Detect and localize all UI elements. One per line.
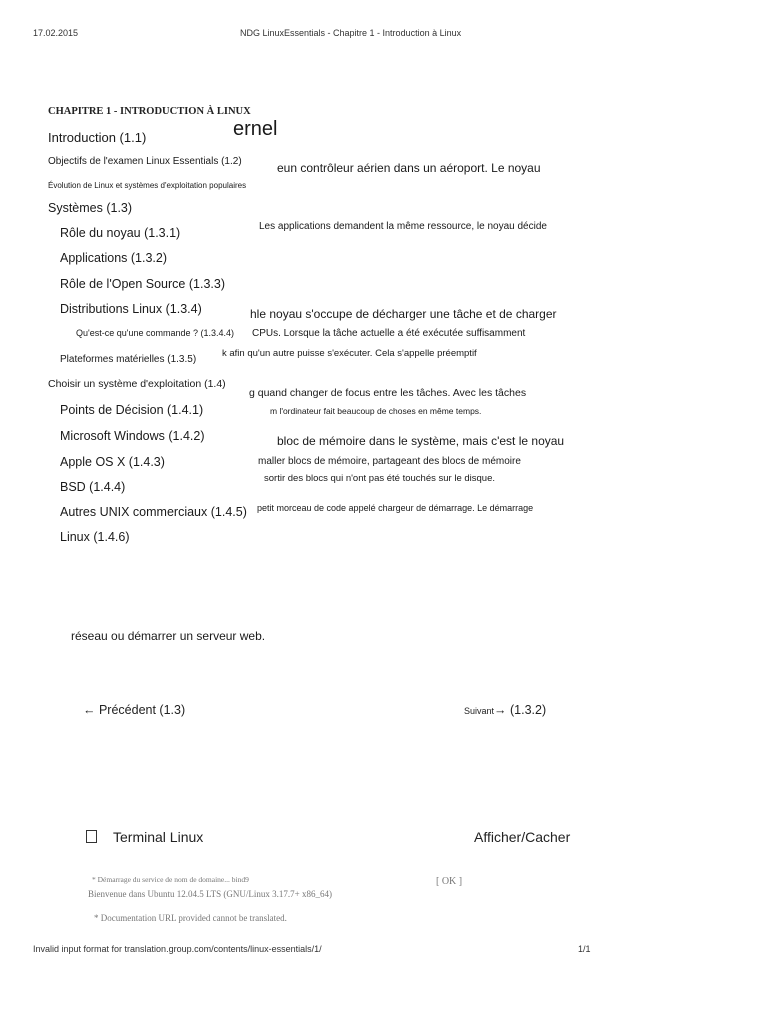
next-link-word: Suivant bbox=[464, 706, 495, 716]
body-text-fragment: m l'ordinateur fait beaucoup de choses en même temps. bbox=[270, 406, 482, 416]
previous-link[interactable]: ← Précédent (1.3) bbox=[83, 703, 186, 717]
body-text-fragment: réseau ou démarrer un serveur web. bbox=[71, 629, 266, 643]
toc-item-osx[interactable]: Apple OS X (1.4.3) bbox=[60, 455, 165, 469]
terminal-line: Bienvenue dans Ubuntu 12.04.5 LTS (GNU/Linux 3.17.7+ x86_64) bbox=[88, 889, 332, 899]
toc-item-unix[interactable]: Autres UNIX commerciaux (1.4.5) bbox=[60, 505, 247, 519]
body-text-fragment: k afin qu'un autre puisse s'exécuter. Cela s'appelle préemptif bbox=[222, 348, 477, 359]
body-text-fragment: bloc de mémoire dans le système, mais c'est le noyau bbox=[277, 434, 565, 448]
body-text-fragment: eun contrôleur aérien dans un aéroport. Le noyau bbox=[277, 161, 541, 175]
toc-item-open-source[interactable]: Rôle de l'Open Source (1.3.3) bbox=[60, 277, 225, 291]
toc-item-decision[interactable]: Points de Décision (1.4.1) bbox=[60, 403, 204, 417]
chapter-title: CHAPITRE 1 - INTRODUCTION À LINUX bbox=[48, 106, 251, 117]
checkbox-icon[interactable] bbox=[86, 830, 97, 843]
toc-item-choose-os[interactable]: Choisir un système d'exploitation (1.4) bbox=[48, 378, 226, 390]
body-text-fragment: sortir des blocs qui n'ont pas été touchés sur le disque. bbox=[264, 473, 496, 484]
body-text-fragment: Les applications demandent la même ressource, le noyau décide bbox=[259, 221, 547, 232]
toc-item-intro[interactable]: Introduction (1.1) bbox=[48, 130, 147, 145]
next-link[interactable] bbox=[464, 703, 546, 717]
show-hide-button[interactable]: Afficher/Cacher bbox=[474, 829, 571, 845]
body-text-fragment: maller blocs de mémoire, partageant des blocs de mémoire bbox=[258, 456, 521, 467]
toc-item-kernel-role[interactable]: Rôle du noyau (1.3.1) bbox=[60, 226, 181, 240]
body-text-fragment: CPUs. Lorsque la tâche actuelle a été exécutée suffisamment bbox=[252, 328, 526, 339]
toc-item-applications[interactable]: Applications (1.3.2) bbox=[60, 251, 168, 265]
footer-url: Invalid input format for translation.group.com/contents/linux-essentials/1/ bbox=[33, 944, 322, 954]
header-title: NDG LinuxEssentials - Chapitre 1 - Introduction à Linux bbox=[240, 28, 462, 38]
terminal-ok-status: [ OK ] bbox=[436, 876, 463, 887]
toc-item-bsd[interactable]: BSD (1.4.4) bbox=[60, 480, 126, 494]
header-date: 17.02.2015 bbox=[33, 28, 79, 38]
terminal-toggle-row[interactable] bbox=[86, 829, 203, 845]
toc-item-hardware[interactable]: Plateformes matérielles (1.3.5) bbox=[60, 354, 197, 365]
next-link-rest: → (1.3.2) bbox=[494, 703, 547, 717]
toc-item-linux[interactable]: Linux (1.4.6) bbox=[60, 530, 130, 544]
toc-item-objectives[interactable]: Objectifs de l'examen Linux Essentials (1.2) bbox=[48, 156, 242, 167]
body-text-fragment: petit morceau de code appelé chargeur de démarrage. Le démarrage bbox=[257, 503, 534, 513]
toc-item-command[interactable]: Qu'est-ce qu'une commande ? (1.3.4.4) bbox=[76, 328, 235, 338]
terminal-line: * Documentation URL provided cannot be translated. bbox=[94, 913, 287, 923]
terminal-line: * Démarrage du service de nom de domaine... bind9 bbox=[92, 875, 249, 884]
body-text-fragment: hle noyau s'occupe de décharger une tâche et de charger bbox=[250, 307, 557, 321]
toc-item-evolution[interactable]: Évolution de Linux et systèmes d'exploitation populaires bbox=[48, 181, 247, 190]
kernel-heading: ernel bbox=[233, 118, 278, 140]
toc-item-systems[interactable]: Systèmes (1.3) bbox=[48, 201, 133, 215]
toc-item-distributions[interactable]: Distributions Linux (1.3.4) bbox=[60, 302, 202, 316]
body-text-fragment: g quand changer de focus entre les tâches. Avec les tâches bbox=[249, 387, 527, 399]
toc-item-windows[interactable]: Microsoft Windows (1.4.2) bbox=[60, 429, 205, 443]
page-number: 1/1 bbox=[578, 944, 591, 954]
terminal-label: Terminal Linux bbox=[113, 829, 204, 845]
